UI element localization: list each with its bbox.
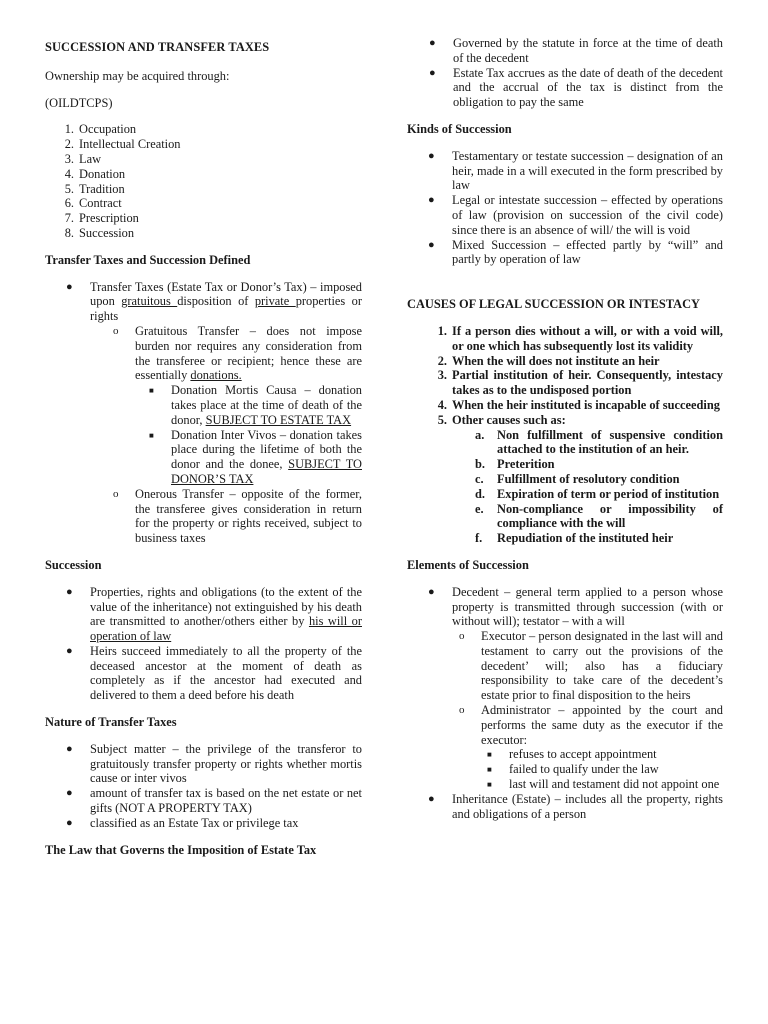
list-item: a. Non fulfillment of suspensive condition attached to the institution of an heir.: [475, 427, 723, 457]
section-heading-nature: Nature of Transfer Taxes: [45, 715, 177, 730]
law-bullets-list: [429, 36, 723, 110]
list-item: ● Transfer Taxes (Estate Tax or Donor’s Tax) – imposed upon gratuitous disposition of private properties or rights o Gratuitous Transfer – does not impose burden nor requires any consideration from the transferee or recipient; hence these are essentially donations. ■ Donation Mortis Causa – donation takes place at the time of death of the donor, SUBJECT TO ESTATE TAX ■ Donation Inter Vivos – donation takes place during the lifetime of both the donor and the donee, SUBJECT TO DONOR’S TAX o Onerous Transfer – opposite of the former, the transferee gives consideration in return for the property or rights received, subject to business taxes: [66, 279, 362, 546]
list-item: ● Estate Tax accrues as the date of death of the decedent and the accrual of the tax is distinct from the obligation to pay the same: [429, 65, 723, 110]
other-causes-list: [475, 427, 723, 546]
list-item: 3. Law: [64, 151, 102, 166]
list-item: o Executor – person designated in the last will and testament to carry out the provisions of the decedent’ will; also has a fiduciary responsibility to take care of the decedent’s estate prior to final disposition to the heirs: [459, 629, 723, 703]
list-item: 4. Donation: [64, 166, 126, 181]
bullet-icon: ●: [429, 37, 436, 49]
list-item: ■ Donation Mortis Causa – donation takes place at the time of death of the donor, SUBJECT TO ESTATE TAX: [149, 383, 362, 427]
section-heading-kinds: Kinds of Succession: [407, 121, 512, 136]
list-item: 1. If a person dies without a will, or with a void will, or one which has subsequently lost its validity: [437, 323, 723, 353]
bullet-icon: ●: [66, 816, 73, 829]
bullet-icon: ●: [428, 149, 435, 162]
square-bullet-icon: ■: [487, 780, 492, 790]
list-item: ● amount of transfer tax is based on the net estate or net gifts (NOT A PROPERTY TAX): [66, 786, 362, 816]
bullet-icon: ●: [428, 194, 435, 207]
bullet-icon: ●: [428, 238, 435, 251]
list-item: ● Testamentary or testate succession – designation of an heir, made in a will executed in the form prescribed by law: [428, 148, 723, 193]
document-title: SUCCESSION AND TRANSFER TAXES: [45, 40, 270, 54]
succession-list: [66, 584, 362, 703]
bullet-icon: ●: [66, 787, 73, 800]
right-column: [407, 36, 723, 821]
square-bullet-icon: ■: [487, 765, 492, 775]
intro-text: Ownership may be acquired through:: [45, 68, 230, 83]
list-item: ● Heirs succeed immediately to all the property of the deceased ancestor at the moment of death as completely as if the ancestor had executed and delivered to them a deed before his death: [66, 643, 362, 703]
list-item: ● Governed by the statute in force at the time of death of the decedent: [429, 36, 723, 65]
nature-list: [66, 741, 362, 831]
list-item: f. Repudiation of the instituted heir: [475, 531, 674, 546]
list-item: o Administrator – appointed by the court and performs the same duty as the executor if the executor: ■ refuses to accept appointment ■ failed to qualify under the law ■ last will and testament did not appoint one: [459, 703, 723, 792]
bullet-icon: ●: [66, 585, 73, 598]
list-item: o Gratuitous Transfer – does not impose burden nor requires any consideration from the transferee or recipient; hence these are essentially donations. ■ Donation Mortis Causa – donation takes place at the time of death of the donor, SUBJECT TO ESTATE TAX ■ Donation Inter Vivos – donation takes place during the lifetime of both the donor and the donee, SUBJECT TO DONOR’S TAX: [113, 323, 362, 486]
list-item: ● Subject matter – the privilege of the transferor to gratuitously transfer property or rights whether mortis cause or inter vivos: [66, 741, 362, 786]
section-heading-succession: Succession: [45, 557, 102, 572]
list-item: ■ last will and testament did not appoint one: [487, 777, 720, 792]
list-item: 7. Prescription: [64, 211, 139, 226]
square-bullet-icon: ■: [487, 750, 492, 760]
list-item: ■ Donation Inter Vivos – donation takes place during the lifetime of both the donor and the donee, SUBJECT TO DONOR’S TAX: [149, 427, 362, 486]
causes-list: [437, 323, 723, 546]
transfer-types-list: [113, 323, 362, 546]
list-item: 6. Contract: [64, 196, 122, 211]
list-item: c. Fulfillment of resolutory condition: [475, 471, 680, 486]
list-item: d. Expiration of term or period of institution: [475, 486, 720, 501]
list-item: ■ failed to qualify under the law: [487, 762, 659, 777]
circle-bullet-icon: o: [459, 704, 465, 717]
list-item: ■ refuses to accept appointment: [487, 747, 657, 762]
section-heading-causes: CAUSES OF LEGAL SUCCESSION OR INTESTACY: [407, 297, 700, 312]
list-item: 1. Occupation: [64, 122, 137, 137]
defined-list: [66, 279, 362, 546]
square-bullet-icon: ■: [149, 386, 154, 396]
list-item: 2. Intellectual Creation: [64, 137, 181, 152]
kinds-list: [428, 148, 723, 267]
acronym-text: (OILDTCPS): [45, 95, 113, 110]
circle-bullet-icon: o: [113, 324, 119, 337]
bullet-icon: ●: [66, 742, 73, 755]
circle-bullet-icon: o: [459, 630, 465, 643]
list-item: e. Non-compliance or impossibility of compliance with the will: [475, 501, 723, 531]
circle-bullet-icon: o: [113, 487, 119, 500]
bullet-icon: ●: [428, 585, 435, 598]
square-bullet-icon: ■: [149, 430, 154, 440]
list-item: 5. Other causes such as: a. Non fulfillment of suspensive condition attached to the institution of an heir. b. Preterition c. Fulfillment of resolutory condition d. Expiration of term or period of institution e. Non-compliance or impossibility of compliance with the will f. Repudiation of the instituted heir: [437, 412, 723, 546]
list-item: b. Preterition: [475, 457, 555, 472]
list-item: ● Inheritance (Estate) – includes all the property, rights and obligations of a person: [428, 791, 723, 821]
elements-list: [428, 584, 723, 822]
section-heading-defined: Transfer Taxes and Succession Defined: [45, 252, 251, 267]
bullet-icon: ●: [428, 792, 435, 805]
list-item: 2. When the will does not institute an heir: [437, 353, 660, 368]
bullet-icon: ●: [66, 280, 73, 293]
list-item: o Onerous Transfer – opposite of the former, the transferee gives consideration in return for the property or rights received, subject to business taxes: [113, 486, 362, 546]
bullet-icon: ●: [66, 644, 73, 657]
representatives-list: [459, 629, 723, 792]
list-item: ● Properties, rights and obligations (to the extent of the value of the inheritance) not extinguished by his death are transmitted to another/others either by his will or operation of law: [66, 584, 362, 644]
ownership-modes-list: [64, 122, 362, 240]
section-heading-law: The Law that Governs the Imposition of Estate Tax: [45, 842, 317, 857]
list-item: 4. When the heir instituted is incapable of succeeding: [437, 397, 720, 412]
list-item: ● Decedent – general term applied to a person whose property is transmitted through succession (with or without will); testator – with a will o Executor – person designated in the last will and testament to carry out the provisions of the decedent’ will; also has a fiduciary responsibility to take care of the decedent’s estate prior to final disposition to the heirs o Administrator – appointed by the court and performs the same duty as the executor if the executor: ■ refuses to accept appointment ■ failed to qualify under the law ■ last will and testament did not appoint one: [428, 584, 723, 792]
bullet-icon: ●: [429, 66, 436, 79]
list-item: 8. Succession: [64, 225, 135, 240]
list-item: 3. Partial institution of heir. Consequently, intestacy takes as to the undisposed portion: [437, 368, 723, 398]
left-column: [45, 36, 362, 869]
list-item: 5. Tradition: [64, 181, 125, 196]
section-heading-elements: Elements of Succession: [407, 557, 529, 572]
admin-reasons-list: [487, 747, 723, 792]
list-item: ● Mixed Succession – effected partly by “will” and partly by operation of law: [428, 237, 723, 267]
list-item: ● classified as an Estate Tax or privilege tax: [66, 815, 299, 830]
list-item: ● Legal or intestate succession – effected by operations of law (provision on succession of the civil code) since there is an absence of will/ the will is void: [428, 193, 723, 237]
